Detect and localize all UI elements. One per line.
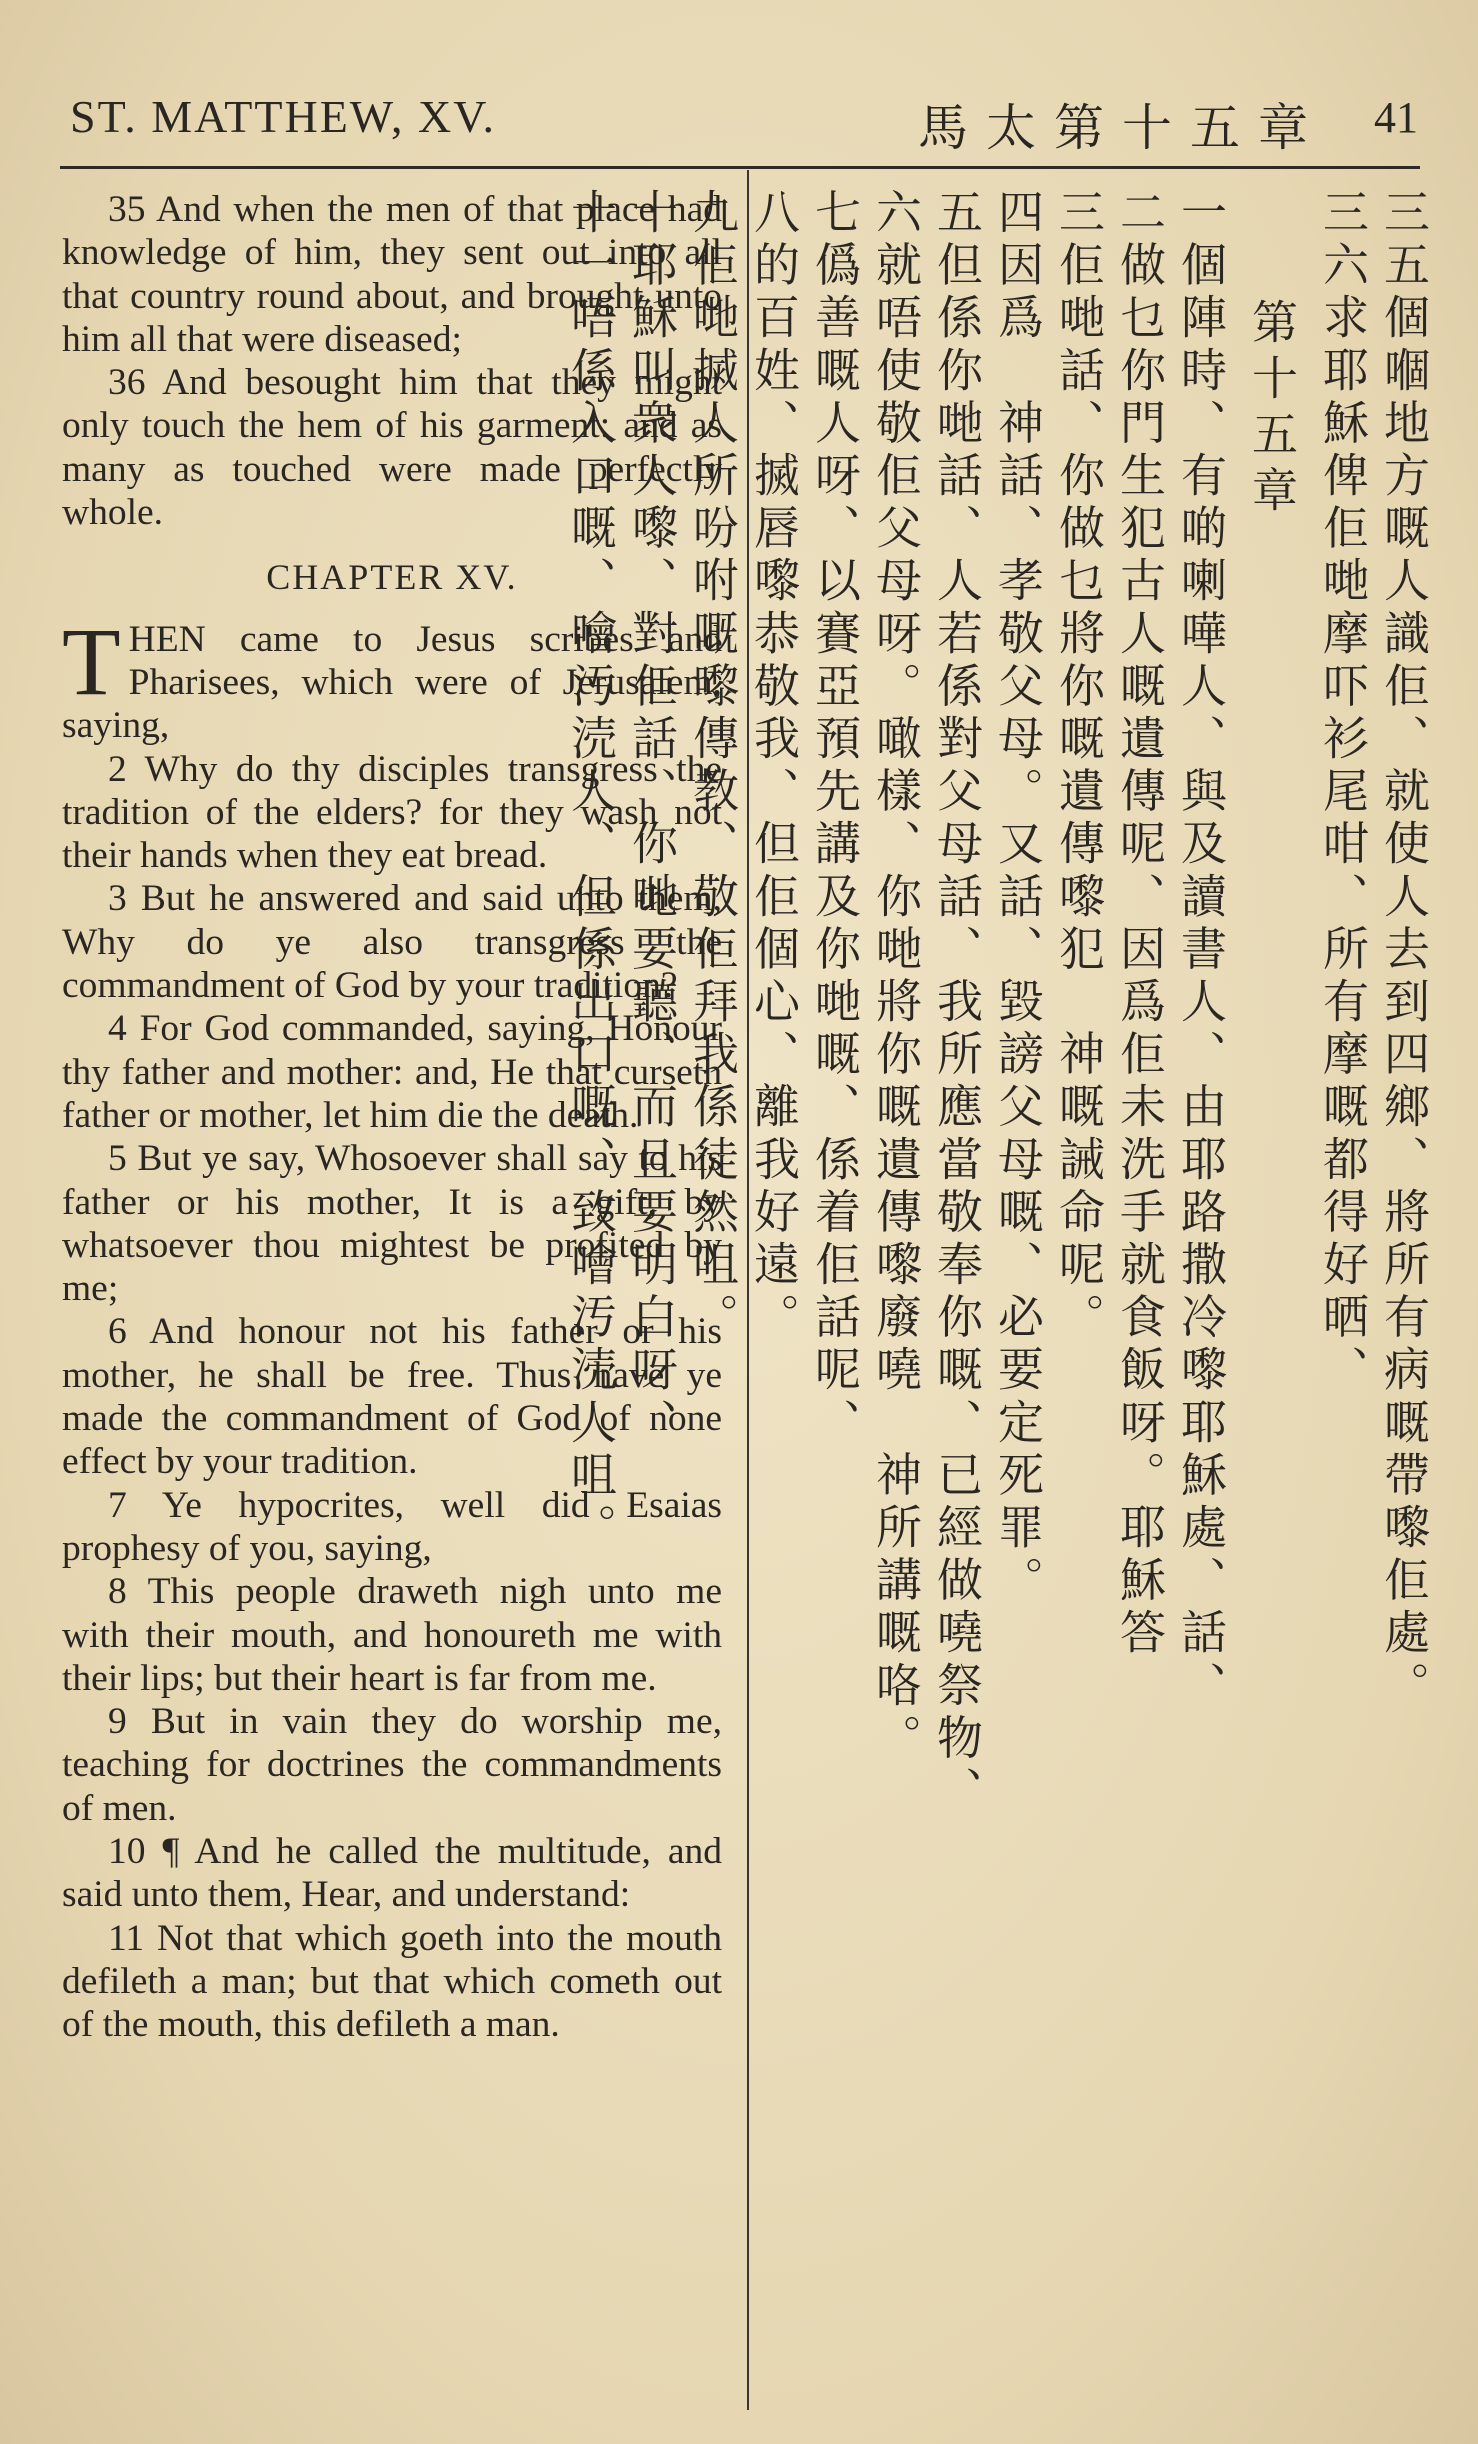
verse-5: 5 But ye say, Whosoever shall say to his father or his mother, It is a gift, by whatsoever thou mightest be profited by me; xyxy=(62,1138,722,1310)
verse-6: 6 And honour not his father or his mother, he shall be free. Thus have ye made the commandment of God of none effect by your tradition. xyxy=(62,1311,722,1483)
chinese-col-1: 三五個嗰地方嘅人識佢、就使人去到四鄉、將所有病嘅帶嚟佢處。 xyxy=(1377,188,1431,1714)
verse-3: 3 But he answered and said unto them, Why do ye also transgress the commandment of God by your tradition? xyxy=(62,878,722,1007)
page-number: 41 xyxy=(1374,93,1418,142)
verse-1 xyxy=(62,607,722,748)
verse-35: 35 And when the men of that place had knowledge of him, they sent out into all that country round about, and brought unto him all that were diseased; xyxy=(62,189,722,360)
chinese-col-14: 十一唔係入口嘅、噲汚涜人、但係出口嘅、致噲汚涜人咀。 xyxy=(564,188,618,1556)
chinese-col-9: 六就唔使敬佢父母呀。噉樣、你哋將你嘅遺傳嚟廢嘵 神所講嘅咯。 xyxy=(869,188,923,1766)
chinese-col-11: 八的百姓、搣唇嚟恭敬我、但佢個心、離我好遠。 xyxy=(747,188,801,1346)
chinese-col-12: 九佢哋搣人所吩咐嘅嚟傳教、敬佢拜我係徒然咀。 xyxy=(686,188,740,1346)
drop-cap: T xyxy=(62,607,121,715)
english-column xyxy=(62,188,722,2368)
verse-8: 8 This people draweth nigh unto me with their mouth, and honoureth me with their lips; but their heart is far from me. xyxy=(62,1571,722,1699)
chinese-col-8: 五但係你哋話、人若係對父母話、我所應當敬奉你嘅、已經做嘵祭物、 xyxy=(930,188,984,1819)
verse-11: 11 Not that which goeth into the mouth defileth a man; but that which cometh out of the mouth, this defileth a man. xyxy=(62,1917,722,2046)
chapter-heading: CHAPTER XV. xyxy=(266,557,518,598)
chinese-col-10: 七僞善嘅人呀、以賽亞預先講及你哋嘅、係着佢話呢、 xyxy=(808,188,862,1451)
header-book: ST. MATTHEW, XV. xyxy=(70,91,497,142)
verse-7: 7 Ye hypocrites, well did Esaias prophesy of you, saying, xyxy=(62,1484,722,1569)
verse-2: 2 Why do thy disciples transgress the tradition of the elders? for they wash not their hands when they eat bread. xyxy=(62,748,722,877)
chinese-col-4: 一個陣時、有啲喇嘩人、與及讀書人、由耶路撒冷嚟耶穌處、話、 xyxy=(1174,188,1228,1714)
verse-9: 9 But in vain they do worship me, teaching for doctrines the commandments of men. xyxy=(62,1701,722,1829)
verse-10: 10 ¶ And he called the multitude, and said unto them, Hear, and understand: xyxy=(62,1830,722,1916)
page-header xyxy=(48,80,1418,170)
chinese-col-5: 二做乜你門生犯古人嘅遺傳呢、因爲佢未洗手就食飯呀。耶穌答 xyxy=(1113,188,1167,1661)
chinese-column xyxy=(564,188,1431,2348)
chinese-col-13: 十耶穌叫衆人嚟、對佢話、你哋要聽、而且要明白呀、 xyxy=(625,188,679,1451)
chinese-col-2: 三六求耶穌俾佢哋摩吓衫尾咁、所有摩嘅都得好晒、 xyxy=(1316,188,1370,1398)
header-chinese-title: 馬太第十五章 xyxy=(918,99,1326,157)
header-rule xyxy=(60,166,1420,169)
verse-1-text: HEN came to Jesus scribes and Pharisees, which were of Jerusalem, saying, xyxy=(62,618,722,747)
verse-36: 36 And besought him that they might only touch the hem of his garment: and as many as touched were made perfectly whole. xyxy=(62,362,722,534)
chinese-col-7: 四因爲 神話、孝敬父母。又話、毀謗父母嘅、必要定死罪。 xyxy=(991,188,1045,1609)
chinese-col-6: 三佢哋話、你做乜將你嘅遺傳嚟犯 神嘅誡命呢。 xyxy=(1052,188,1106,1346)
chinese-chapter-heading: 第十五章 xyxy=(1245,298,1299,522)
verse-4: 4 For God commanded, saying, Honour thy father and mother: and, He that curseth father or mother, let him die the death. xyxy=(62,1008,722,1136)
